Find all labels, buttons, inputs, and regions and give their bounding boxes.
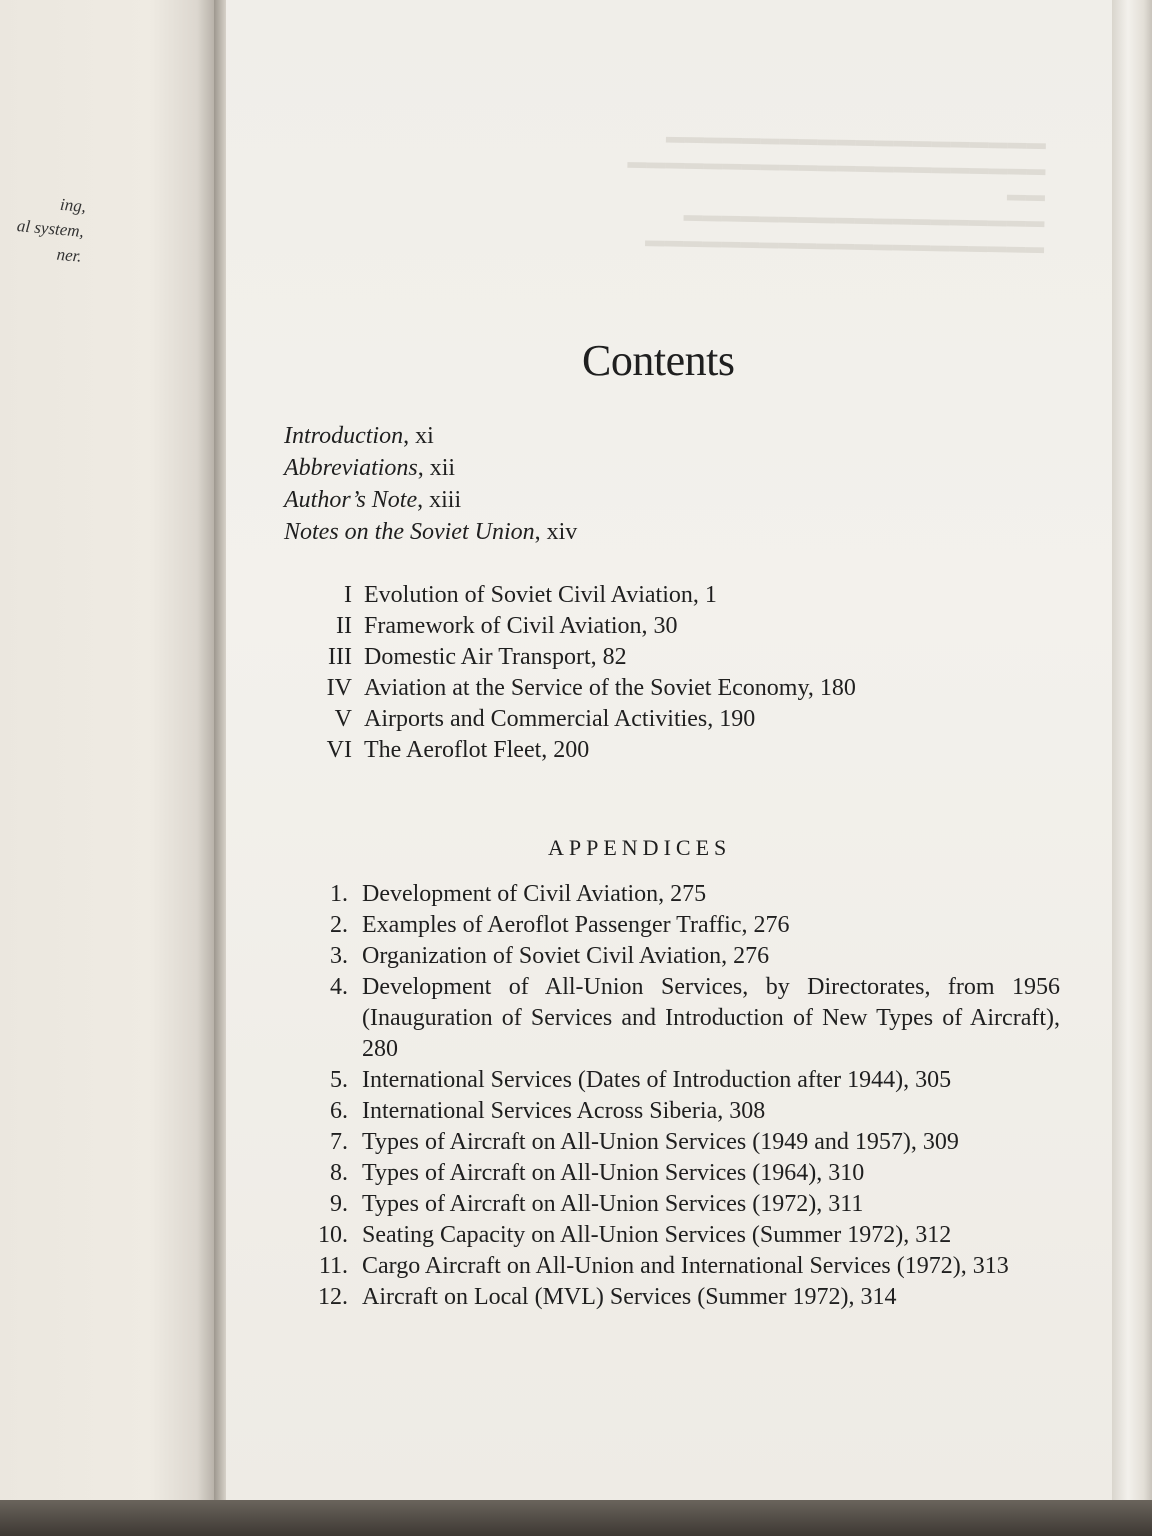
appendix-entry[interactable] xyxy=(300,1220,1060,1251)
left-page-line: ner. xyxy=(55,244,83,266)
appendix-number: 8. xyxy=(330,1160,348,1186)
toc-entry-title: Author’s Note xyxy=(284,487,418,513)
appendix-title: International Services (Dates of Introduction after 1944), 305 xyxy=(362,1067,952,1093)
chapter-title: Aviation at the Service of the Soviet Economy, 180 xyxy=(364,675,856,701)
chapter-number: IV xyxy=(326,675,352,701)
toc-entry-page: , xi xyxy=(403,423,434,449)
book-bottom-shadow xyxy=(0,1500,1152,1536)
appendix-entry[interactable] xyxy=(300,1189,1060,1220)
page-title: Contents xyxy=(582,336,735,385)
appendix-entry[interactable] xyxy=(300,1127,1060,1158)
appendix-entry[interactable] xyxy=(300,879,1060,910)
chapter-number: VI xyxy=(326,737,352,763)
appendix-entry[interactable] xyxy=(300,972,1060,1065)
book-gutter xyxy=(214,0,226,1536)
left-page-text-fragment xyxy=(0,186,87,269)
appendix-number: 12. xyxy=(318,1284,348,1310)
appendix-entry[interactable] xyxy=(300,910,1060,941)
appendix-number: 3. xyxy=(330,943,348,969)
appendix-title: International Services Across Siberia, 308 xyxy=(362,1098,766,1124)
appendix-title: Organization of Soviet Civil Aviation, 276 xyxy=(362,943,770,969)
appendix-title: Types of Aircraft on All-Union Services (1964), 310 xyxy=(362,1160,865,1186)
appendix-entry[interactable] xyxy=(300,1251,1060,1282)
appendix-entry[interactable] xyxy=(300,1096,1060,1127)
toc-entry-title: Abbreviations xyxy=(284,455,418,481)
appendix-title: Types of Aircraft on All-Union Services (1972), 311 xyxy=(362,1191,864,1217)
appendix-title: Development of All-Union Services, by Directorates, from 1956 (Inauguration of Services and Introduction of New Types of Aircraft), 280 xyxy=(362,974,1060,1062)
toc-entry-page: , xii xyxy=(417,455,456,481)
appendix-number: 11. xyxy=(318,1253,348,1279)
appendix-title: Development of Civil Aviation, 275 xyxy=(362,881,707,907)
appendix-title: Cargo Aircraft on All-Union and International Services (1972), 313 xyxy=(362,1253,1009,1279)
appendix-entry[interactable] xyxy=(300,1282,1060,1313)
toc-entry-page: , xiii xyxy=(417,487,462,513)
chapter-number: II xyxy=(336,613,352,639)
page-edge-stack xyxy=(1112,0,1152,1536)
left-page-line: ing, xyxy=(59,194,87,216)
appendix-number: 6. xyxy=(330,1098,348,1124)
appendix-number: 7. xyxy=(330,1129,348,1155)
toc-entry[interactable] xyxy=(284,452,577,484)
chapter-entry[interactable] xyxy=(310,704,856,735)
appendix-entry[interactable] xyxy=(300,1065,1060,1096)
chapter-number: I xyxy=(344,582,352,608)
appendix-entry[interactable] xyxy=(300,1158,1060,1189)
appendix-number: 10. xyxy=(318,1222,348,1248)
appendix-number: 9. xyxy=(330,1191,348,1217)
left-page-line: al system, xyxy=(16,216,85,241)
appendices-heading: APPENDICES xyxy=(548,835,732,860)
chapter-entry[interactable] xyxy=(310,673,856,704)
appendix-number: 1. xyxy=(330,881,348,907)
toc-entry[interactable] xyxy=(284,484,577,516)
appendix-title: Aircraft on Local (MVL) Services (Summer 1972), 314 xyxy=(362,1284,897,1310)
front-matter-list xyxy=(284,420,577,548)
chapter-entry[interactable] xyxy=(310,642,856,673)
toc-entry-title: Notes on the Soviet Union xyxy=(284,519,535,545)
appendix-title: Seating Capacity on All-Union Services (Summer 1972), 312 xyxy=(362,1222,952,1248)
chapter-title: Framework of Civil Aviation, 30 xyxy=(364,613,678,639)
left-page xyxy=(0,0,214,1536)
chapter-number: III xyxy=(328,644,352,670)
chapter-entry[interactable] xyxy=(310,611,856,642)
chapter-title: The Aeroflot Fleet, 200 xyxy=(364,737,590,763)
chapter-title: Airports and Commercial Activities, 190 xyxy=(364,706,756,732)
toc-entry-title: Introduction xyxy=(284,423,404,449)
show-through-text: ▬▬▬▬▬▬▬▬▬▬▬▬▬▬▬▬▬▬▬▬ ▬▬▬▬▬▬▬▬▬▬▬▬▬▬▬▬▬▬▬▬▬▬ ▬▬ ▬▬▬▬▬▬▬▬▬▬▬▬▬▬▬▬▬▬▬ ▬▬▬▬▬▬▬▬▬▬▬▬▬▬▬▬▬▬▬▬▬ xyxy=(627,126,1047,259)
appendix-list xyxy=(300,879,1060,1313)
appendix-title: Types of Aircraft on All-Union Services (1949 and 1957), 309 xyxy=(362,1129,959,1155)
chapter-entry[interactable] xyxy=(310,735,856,766)
appendix-number: 5. xyxy=(330,1067,348,1093)
appendix-number: 4. xyxy=(330,974,348,1000)
appendix-title: Examples of Aeroflot Passenger Traffic, 276 xyxy=(362,912,790,938)
chapter-entry[interactable] xyxy=(310,580,856,611)
toc-entry[interactable] xyxy=(284,420,577,452)
toc-entry[interactable] xyxy=(284,516,577,548)
toc-entry-page: , xiv xyxy=(534,519,578,545)
appendix-number: 2. xyxy=(330,912,348,938)
chapter-title: Domestic Air Transport, 82 xyxy=(364,644,627,670)
chapter-list xyxy=(310,580,856,766)
appendix-entry[interactable] xyxy=(300,941,1060,972)
chapter-number: V xyxy=(334,706,352,732)
chapter-title: Evolution of Soviet Civil Aviation, 1 xyxy=(364,582,717,608)
